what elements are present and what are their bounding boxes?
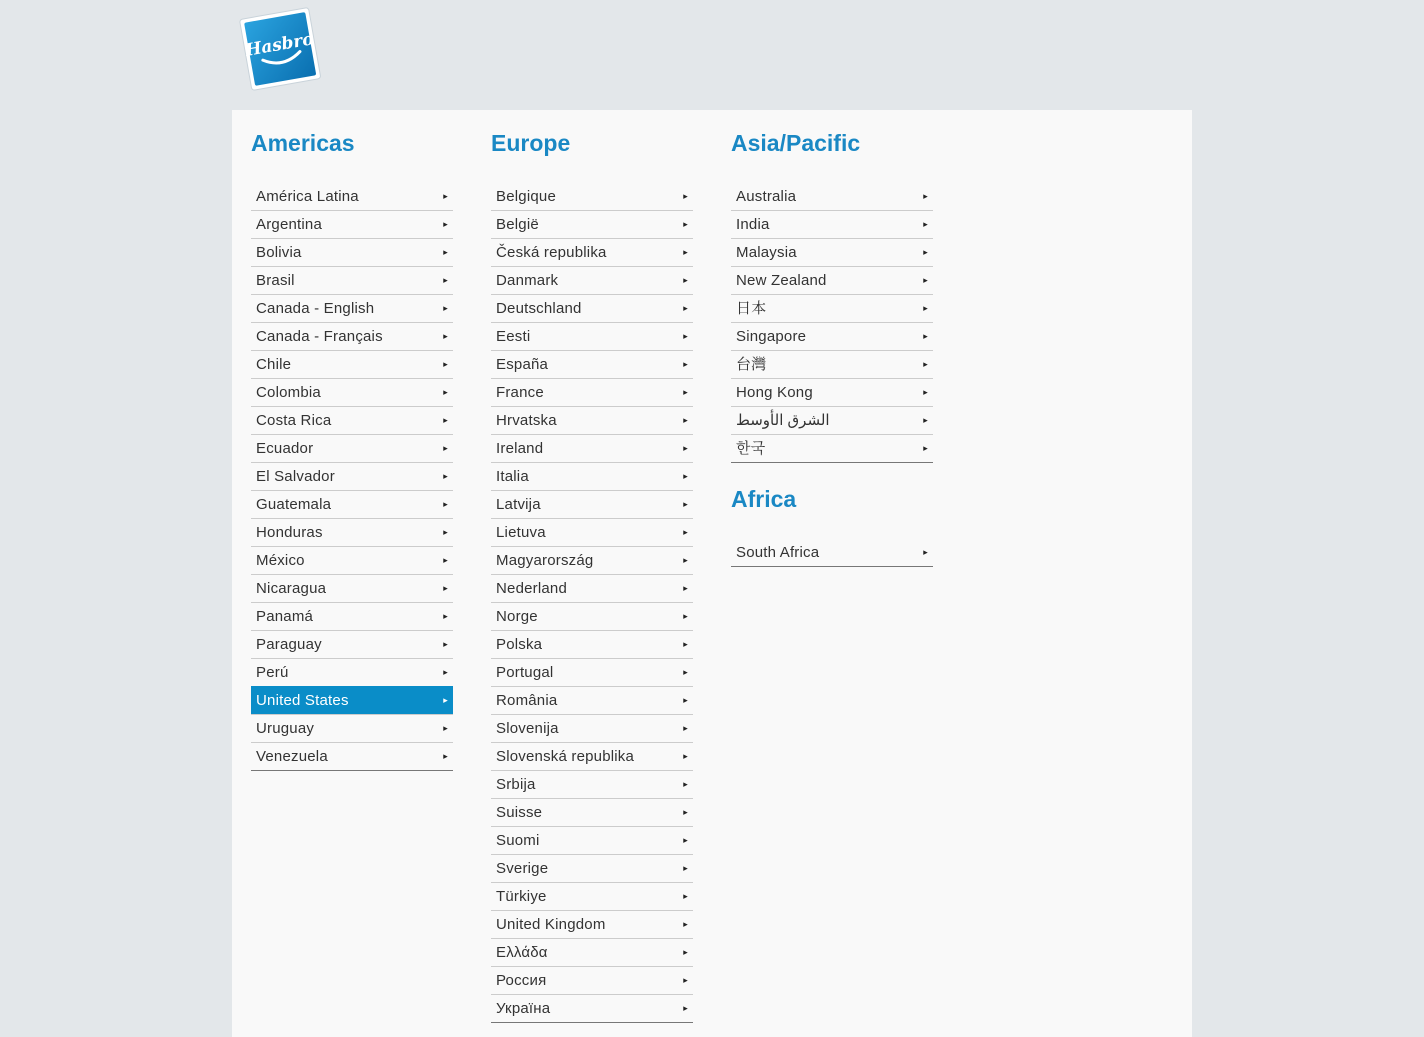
country-link-paraguay[interactable] — [251, 630, 453, 658]
country-link-australia[interactable] — [731, 183, 933, 210]
country-label: Bolivia — [256, 244, 302, 261]
country-label: South Africa — [736, 544, 820, 561]
country-link-nederland[interactable] — [491, 574, 693, 602]
country-label: España — [496, 356, 549, 373]
country-label: France — [496, 384, 544, 401]
country-label: Honduras — [256, 524, 323, 541]
country-label: Chile — [256, 356, 292, 373]
chevron-right-icon: ▸ — [683, 1003, 688, 1013]
country-link-argentina[interactable] — [251, 210, 453, 238]
chevron-right-icon: ▸ — [923, 547, 928, 557]
chevron-right-icon: ▸ — [683, 695, 688, 705]
country-link-america-latina[interactable] — [251, 183, 453, 210]
country-selector-panel — [232, 110, 1192, 1037]
country-link-italia[interactable] — [491, 462, 693, 490]
chevron-right-icon: ▸ — [443, 415, 448, 425]
chevron-right-icon: ▸ — [443, 695, 448, 705]
country-link-malaysia[interactable] — [731, 238, 933, 266]
country-link-honduras[interactable] — [251, 518, 453, 546]
country-link-srbija[interactable] — [491, 770, 693, 798]
country-label: Belgique — [496, 188, 556, 205]
country-link-canada-francais[interactable] — [251, 322, 453, 350]
chevron-right-icon: ▸ — [683, 331, 688, 341]
region-title-africa: Africa — [731, 486, 797, 512]
chevron-right-icon: ▸ — [443, 359, 448, 369]
country-link-belgique[interactable] — [491, 183, 693, 210]
country-label: Portugal — [496, 664, 554, 681]
country-label: Polska — [496, 636, 543, 653]
country-link-hong-kong[interactable] — [731, 378, 933, 406]
country-link-espana[interactable] — [491, 350, 693, 378]
country-label: México — [256, 552, 305, 569]
country-link-norge[interactable] — [491, 602, 693, 630]
chevron-right-icon: ▸ — [443, 331, 448, 341]
country-label: Lietuva — [496, 524, 546, 541]
country-link-lietuva[interactable] — [491, 518, 693, 546]
country-link-united-kingdom[interactable] — [491, 910, 693, 938]
chevron-right-icon: ▸ — [683, 303, 688, 313]
country-label: România — [496, 692, 558, 709]
country-label: Latvija — [496, 496, 541, 513]
chevron-right-icon: ▸ — [683, 191, 688, 201]
chevron-right-icon: ▸ — [683, 219, 688, 229]
chevron-right-icon: ▸ — [443, 471, 448, 481]
chevron-right-icon: ▸ — [683, 975, 688, 985]
chevron-right-icon: ▸ — [683, 583, 688, 593]
chevron-right-icon: ▸ — [923, 415, 928, 425]
chevron-right-icon: ▸ — [683, 751, 688, 761]
country-label: Hrvatska — [496, 412, 557, 429]
country-label: Argentina — [256, 216, 323, 233]
country-label: Nederland — [496, 580, 568, 597]
country-label: Türkiye — [496, 888, 547, 905]
country-link-india[interactable] — [731, 210, 933, 238]
country-label: Ireland — [496, 440, 544, 457]
country-link-south-africa[interactable] — [731, 539, 933, 566]
region-title-asia-pacific: Asia/Pacific — [731, 130, 861, 156]
chevron-right-icon: ▸ — [923, 359, 928, 369]
country-link-guatemala[interactable] — [251, 490, 453, 518]
country-link-intl-9[interactable] — [731, 434, 933, 462]
country-link-nicaragua[interactable] — [251, 574, 453, 602]
country-label: 台灣 — [736, 356, 767, 373]
country-link-intl-28[interactable] — [491, 966, 693, 994]
region-title-europe: Europe — [491, 130, 571, 156]
country-label: Italia — [496, 468, 529, 485]
country-label: Україна — [496, 1000, 551, 1017]
country-label: Sverige — [496, 860, 549, 877]
country-label: Canada - English — [256, 300, 375, 317]
chevron-right-icon: ▸ — [443, 387, 448, 397]
country-label: Hong Kong — [736, 384, 813, 401]
chevron-right-icon: ▸ — [443, 191, 448, 201]
chevron-right-icon: ▸ — [683, 527, 688, 537]
chevron-right-icon: ▸ — [683, 919, 688, 929]
country-label: Panamá — [256, 608, 314, 625]
region-title-americas: Americas — [251, 130, 355, 156]
country-label: Slovenská republika — [496, 748, 635, 765]
country-link-turkiye[interactable] — [491, 882, 693, 910]
country-link-bolivia[interactable] — [251, 238, 453, 266]
chevron-right-icon: ▸ — [683, 471, 688, 481]
country-link-eesti[interactable] — [491, 322, 693, 350]
country-link-intl-4[interactable] — [731, 294, 933, 322]
country-list-europe — [491, 183, 693, 1023]
country-link-venezuela[interactable] — [251, 742, 453, 770]
chevron-right-icon: ▸ — [683, 779, 688, 789]
country-label: Srbija — [496, 776, 536, 793]
chevron-right-icon: ▸ — [443, 751, 448, 761]
chevron-right-icon: ▸ — [683, 667, 688, 677]
country-label: Malaysia — [736, 244, 797, 261]
chevron-right-icon: ▸ — [923, 387, 928, 397]
chevron-right-icon: ▸ — [683, 611, 688, 621]
hasbro-logo[interactable] — [237, 3, 323, 93]
country-link-colombia[interactable] — [251, 378, 453, 406]
chevron-right-icon: ▸ — [683, 835, 688, 845]
country-link-uruguay[interactable] — [251, 714, 453, 742]
chevron-right-icon: ▸ — [443, 303, 448, 313]
region-americas — [251, 110, 453, 771]
country-link-intl-27[interactable] — [491, 938, 693, 966]
chevron-right-icon: ▸ — [683, 499, 688, 509]
chevron-right-icon: ▸ — [443, 583, 448, 593]
country-label: Ecuador — [256, 440, 314, 457]
country-label: Canada - Français — [256, 328, 383, 345]
chevron-right-icon: ▸ — [923, 247, 928, 257]
country-label: Guatemala — [256, 496, 332, 513]
chevron-right-icon: ▸ — [443, 611, 448, 621]
chevron-right-icon: ▸ — [683, 443, 688, 453]
chevron-right-icon: ▸ — [443, 219, 448, 229]
country-label: Ελλάδα — [496, 944, 548, 961]
chevron-right-icon: ▸ — [683, 947, 688, 957]
country-link-brasil[interactable] — [251, 266, 453, 294]
country-link-magyarorszag[interactable] — [491, 546, 693, 574]
country-link-deutschland[interactable] — [491, 294, 693, 322]
country-label: Norge — [496, 608, 538, 625]
country-list-asia-pacific — [731, 183, 933, 463]
country-link-mexico[interactable] — [251, 546, 453, 574]
country-label: New Zealand — [736, 272, 827, 289]
chevron-right-icon: ▸ — [923, 275, 928, 285]
country-label: India — [736, 216, 770, 233]
chevron-right-icon: ▸ — [923, 331, 928, 341]
chevron-right-icon: ▸ — [443, 555, 448, 565]
chevron-right-icon: ▸ — [443, 247, 448, 257]
country-label: Slovenija — [496, 720, 559, 737]
chevron-right-icon: ▸ — [923, 219, 928, 229]
chevron-right-icon: ▸ — [443, 443, 448, 453]
chevron-right-icon: ▸ — [923, 303, 928, 313]
country-link-latvija[interactable] — [491, 490, 693, 518]
country-label: Colombia — [256, 384, 321, 401]
chevron-right-icon: ▸ — [443, 667, 448, 677]
country-label: Suisse — [496, 804, 543, 821]
country-label: België — [496, 216, 539, 233]
country-label: Deutschland — [496, 300, 582, 317]
country-label: الشرق الأوسط — [736, 412, 830, 429]
chevron-right-icon: ▸ — [683, 387, 688, 397]
chevron-right-icon: ▸ — [443, 527, 448, 537]
country-link-new-zealand[interactable] — [731, 266, 933, 294]
chevron-right-icon: ▸ — [683, 807, 688, 817]
country-label: Singapore — [736, 328, 807, 345]
country-label: El Salvador — [256, 468, 335, 485]
country-link-ceska-republika[interactable] — [491, 238, 693, 266]
country-link-polska[interactable] — [491, 630, 693, 658]
country-link-peru[interactable] — [251, 658, 453, 686]
country-link-united-states[interactable] — [251, 686, 453, 714]
country-link-panama[interactable] — [251, 602, 453, 630]
country-link-hrvatska[interactable] — [491, 406, 693, 434]
chevron-right-icon: ▸ — [683, 247, 688, 257]
country-label: United States — [256, 692, 349, 709]
chevron-right-icon: ▸ — [683, 555, 688, 565]
logo-wordmark: Hasbro — [243, 29, 316, 61]
chevron-right-icon: ▸ — [683, 359, 688, 369]
country-label: Danmark — [496, 272, 559, 289]
chevron-right-icon: ▸ — [443, 275, 448, 285]
country-label: América Latina — [256, 188, 359, 205]
country-label: Venezuela — [256, 748, 328, 765]
country-link-costa-rica[interactable] — [251, 406, 453, 434]
chevron-right-icon: ▸ — [443, 723, 448, 733]
country-link-portugal[interactable] — [491, 658, 693, 686]
country-label: Nicaragua — [256, 580, 327, 597]
country-label: Costa Rica — [256, 412, 332, 429]
country-label: Česká republika — [496, 244, 607, 261]
country-label: Россия — [496, 972, 547, 989]
country-label: United Kingdom — [496, 916, 606, 933]
country-label: Paraguay — [256, 636, 322, 653]
chevron-right-icon: ▸ — [923, 443, 928, 453]
country-label: 日本 — [736, 300, 767, 317]
country-label: 한국 — [736, 440, 766, 457]
country-link-danmark[interactable] — [491, 266, 693, 294]
hasbro-logo-icon — [237, 3, 323, 93]
country-link-intl-29[interactable] — [491, 994, 693, 1022]
country-label: Perú — [256, 664, 289, 681]
country-link-slovenija[interactable] — [491, 714, 693, 742]
chevron-right-icon: ▸ — [443, 499, 448, 509]
country-label: Eesti — [496, 328, 531, 345]
chevron-right-icon: ▸ — [683, 639, 688, 649]
country-link-sverige[interactable] — [491, 854, 693, 882]
country-label: Magyarország — [496, 552, 594, 569]
chevron-right-icon: ▸ — [683, 863, 688, 873]
country-link-suomi[interactable] — [491, 826, 693, 854]
chevron-right-icon: ▸ — [683, 891, 688, 901]
chevron-right-icon: ▸ — [923, 191, 928, 201]
chevron-right-icon: ▸ — [683, 723, 688, 733]
country-link-intl-8[interactable] — [731, 406, 933, 434]
country-link-belgie[interactable] — [491, 210, 693, 238]
country-link-singapore[interactable] — [731, 322, 933, 350]
region-asia-pacific — [731, 110, 933, 567]
country-link-france[interactable] — [491, 378, 693, 406]
country-link-ecuador[interactable] — [251, 434, 453, 462]
country-list-africa — [731, 539, 933, 567]
country-link-romania[interactable] — [491, 686, 693, 714]
country-label: Brasil — [256, 272, 295, 289]
region-europe — [491, 110, 693, 1023]
chevron-right-icon: ▸ — [443, 639, 448, 649]
country-label: Uruguay — [256, 720, 315, 737]
chevron-right-icon: ▸ — [683, 275, 688, 285]
country-label: Australia — [736, 188, 797, 205]
country-link-slovenska-republika[interactable] — [491, 742, 693, 770]
country-label: Suomi — [496, 832, 540, 849]
country-link-ireland[interactable] — [491, 434, 693, 462]
country-list-americas — [251, 183, 453, 771]
country-link-chile[interactable] — [251, 350, 453, 378]
country-link-el-salvador[interactable] — [251, 462, 453, 490]
country-link-canada-english[interactable] — [251, 294, 453, 322]
country-link-intl-6[interactable] — [731, 350, 933, 378]
country-link-suisse[interactable] — [491, 798, 693, 826]
chevron-right-icon: ▸ — [683, 415, 688, 425]
